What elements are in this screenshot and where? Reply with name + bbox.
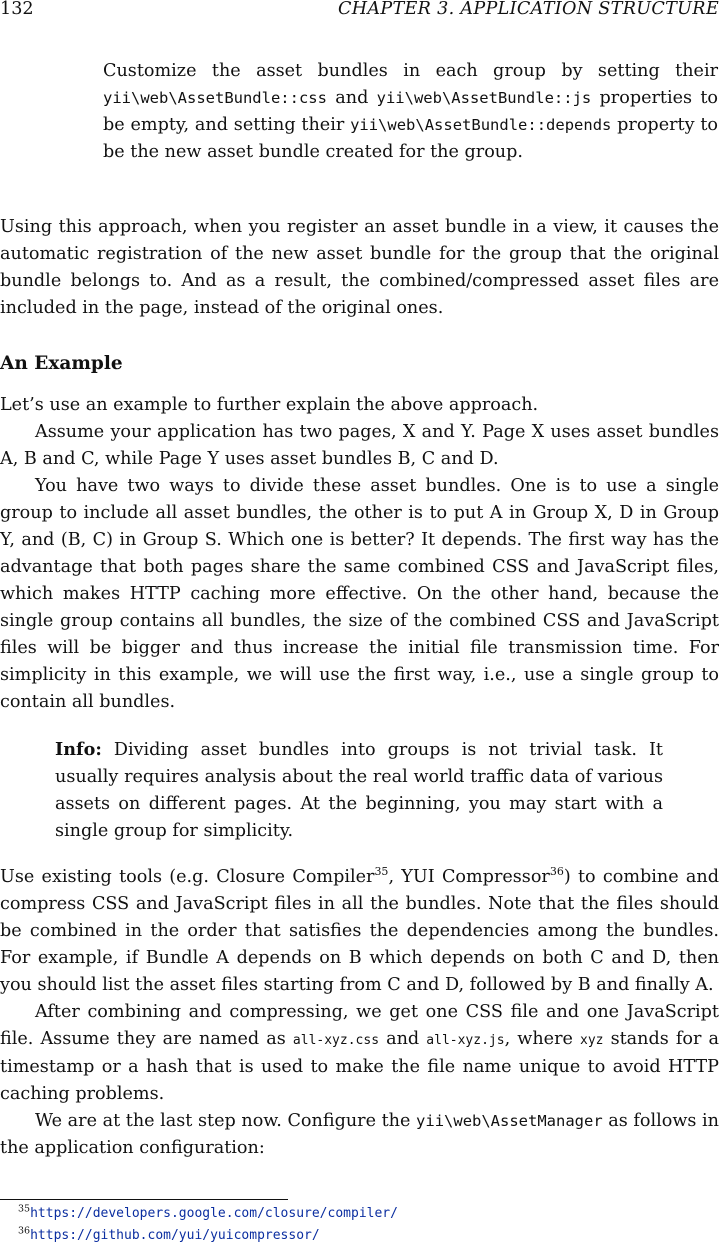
item-text: properties to be empty, and setting their xyxy=(103,88,718,135)
chapter-title: CHAPTER 3. APPLICATION STRUCTURE xyxy=(337,0,719,19)
item-text: property to be the new asset bundle created for the group. xyxy=(103,115,718,162)
page-number: 132 xyxy=(0,0,34,19)
example-section xyxy=(0,392,719,716)
paragraph-combined-files: After combining and compressing, we get one CSS file and one JavaScript file. Assume they are named as all-xyz.css and all-xyz.js, where xyz stands for a timestamp or a hash that is used to make the file name unique to avoid HTTP caching problems. xyxy=(0,1002,719,1104)
info-label: Info: xyxy=(55,739,102,760)
footnote-35 xyxy=(18,1204,398,1224)
footnote-ref-35[interactable]: 35 xyxy=(374,865,389,879)
info-box xyxy=(55,736,663,845)
code-assetbundle-js: yii\web\AssetBundle::js xyxy=(376,89,592,107)
footnote-number: 36 xyxy=(18,1225,31,1237)
item-text: and xyxy=(326,88,377,108)
paragraph-two-ways: You have two ways to divide these asset bundles. One is to use a single group to include all asset bundles, the other is to put A in Group X, D in Group Y, and (B, C) in Group S. Which one is better? It depends. The first way has the advantage that both pages share the same combined CSS and JavaScript files, which makes HTTP caching more effective. On the other hand, because the single group contains all bundles, the size of the combined CSS and JavaScript files will be bigger and thus increase the initial file transmission time. For simplicity in this example, we will use the first way, i.e., use a single group to contain all bundles. xyxy=(0,476,719,712)
paragraph-pages: Assume your application has two pages, X and Y. Page X uses asset bundles A, B and C, while Page Y uses asset bundles B, C and D. xyxy=(0,422,719,469)
list-item-customize xyxy=(103,58,718,166)
code-assetbundle-depends: yii\web\AssetBundle::depends xyxy=(350,116,612,134)
footnote-ref-36[interactable]: 36 xyxy=(549,865,564,879)
info-text: Dividing asset bundles into groups is not trivial task. It usually requires analysis about the real world traffic data of various assets on different pages. At the beginning, you may start with a single group for simplicity. xyxy=(55,740,663,841)
footnote-link-closure[interactable]: https://developers.google.com/closure/compiler/ xyxy=(30,1206,398,1221)
code-xyz: xyz xyxy=(580,1033,604,1048)
code-assetmanager: yii\web\AssetManager xyxy=(416,1112,603,1130)
footnote-divider xyxy=(0,1199,288,1200)
paragraph-last-step: We are at the last step now. Configure the yii\web\AssetManager as follows in the application configuration: xyxy=(0,1111,719,1158)
page-header xyxy=(0,0,719,23)
paragraph-example-intro: Let’s use an example to further explain the above approach. xyxy=(0,395,539,415)
footnote-number: 35 xyxy=(18,1203,31,1215)
paragraph-tools: Use existing tools (e.g. Closure Compiler$^{35}$, YUI Compressor$^{36}$) to combine and compress CSS and JavaScript files in all the bundles. Note that the files should be combined in the order that satisfies the dependencies among the bundles. For example, if Bundle A depends on B which depends on both C and D, then you should list the asset files starting from C and D, followed by B and finally A. xyxy=(0,865,719,995)
section-heading: An Example xyxy=(0,353,123,374)
code-all-xyz-js: all-xyz.js xyxy=(426,1033,505,1048)
tools-section xyxy=(0,864,719,1162)
paragraph-approach: Using this approach, when you register an asset bundle in a view, it causes the automatic registration of the new asset bundle for the group that the original bundle belongs to. And as a result, the combined/compressed asset files are included in the page, instead of the original ones. xyxy=(0,217,719,318)
item-text: Customize the asset bundles in each group by setting their xyxy=(103,61,718,81)
footnote-36 xyxy=(18,1226,320,1246)
code-all-xyz-css: all-xyz.css xyxy=(292,1033,380,1048)
code-assetbundle-css: yii\web\AssetBundle::css xyxy=(103,89,327,107)
footnote-link-yuicompressor[interactable]: https://github.com/yui/yuicompressor/ xyxy=(30,1228,320,1243)
